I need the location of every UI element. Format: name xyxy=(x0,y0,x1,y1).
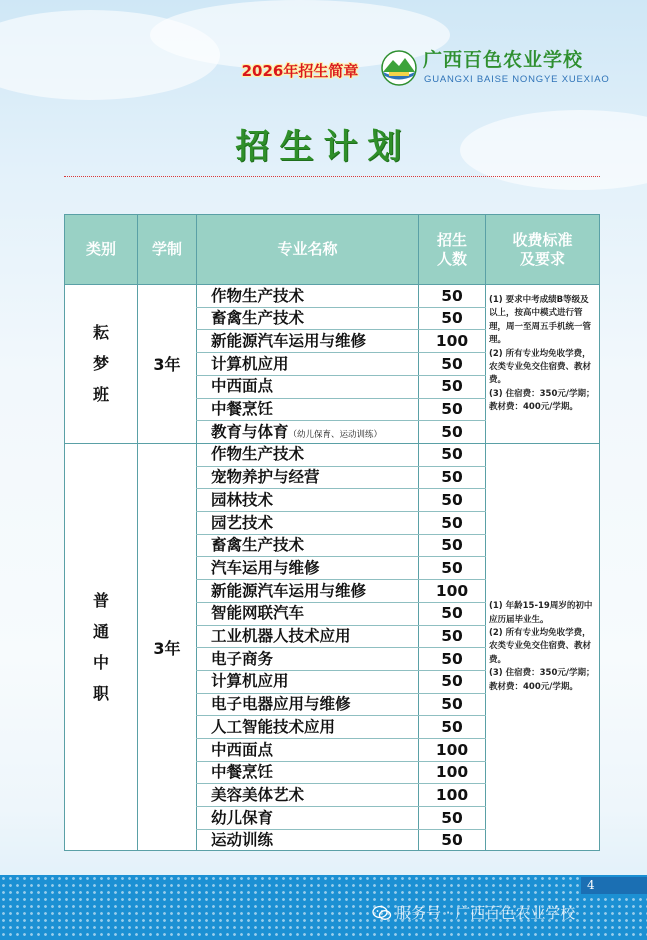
major-label: 畜禽生产技术 xyxy=(211,309,305,328)
major-name xyxy=(211,489,416,511)
requirement-item: (2) 所有专业均免收学费，农类专业免交住宿费、教材费。 xyxy=(489,628,592,665)
enrollment-count: 50 xyxy=(441,536,463,555)
major-label: 汽车运用与维修 xyxy=(211,558,320,577)
enrollment-count: 100 xyxy=(435,740,469,759)
enrollment-count: 50 xyxy=(441,400,463,418)
major-note: （幼儿保育、运动训练） xyxy=(288,429,383,440)
major-label: 宠物养护与经营 xyxy=(211,468,320,487)
major-label: 教育与体育 xyxy=(211,422,289,441)
major-name xyxy=(211,307,416,329)
major-name xyxy=(211,398,416,420)
enrollment-count: 50 xyxy=(441,468,463,487)
major-name xyxy=(211,807,416,829)
major-name xyxy=(211,670,416,692)
major-name xyxy=(211,716,416,738)
category-char: 中 xyxy=(92,653,109,673)
major-label: 中西面点 xyxy=(211,377,274,396)
major-name xyxy=(211,739,416,761)
school-name-cn: 广西百色农业学校 xyxy=(423,49,584,71)
major-name xyxy=(211,829,416,851)
category-char: 职 xyxy=(92,684,109,704)
major-name xyxy=(211,761,416,783)
header-line: 人数 xyxy=(436,249,467,268)
major-label: 园艺技术 xyxy=(211,513,274,532)
major-name xyxy=(211,353,416,375)
major-label: 作物生产技术 xyxy=(211,445,305,464)
major-label: 作物生产技术 xyxy=(211,286,305,305)
major-name xyxy=(211,512,416,534)
major-name xyxy=(211,534,416,556)
requirement-item: (1) 要求中考成绩B等级及以上，按高中模式进行管理，周一至周五手机统一管理。 xyxy=(489,295,592,346)
category-char: 梦 xyxy=(92,353,109,373)
fee-requirements xyxy=(489,284,595,443)
enrollment-table xyxy=(64,214,600,851)
enrollment-count: 100 xyxy=(435,581,469,600)
enrollment-count: 50 xyxy=(441,422,463,441)
enrollment-count: 100 xyxy=(435,763,469,782)
category-label xyxy=(65,284,137,443)
major-label: 幼儿保育 xyxy=(211,808,274,827)
enrollment-count: 50 xyxy=(441,354,463,373)
major-name xyxy=(211,285,416,307)
column-divider xyxy=(485,215,486,850)
major-name xyxy=(211,784,416,806)
major-label: 中餐烹饪 xyxy=(211,400,274,418)
requirement-item: (1) 年龄15-19周岁的初中应历届毕业生。 xyxy=(489,601,593,625)
major-label: 畜禽生产技术 xyxy=(211,536,305,555)
major-name xyxy=(211,648,416,670)
major-name xyxy=(211,443,416,465)
major-label: 智能网联汽车 xyxy=(211,604,305,623)
major-name xyxy=(211,330,416,352)
major-label: 运动训练 xyxy=(211,831,274,850)
enrollment-count: 50 xyxy=(441,286,463,305)
header-line: 及要求 xyxy=(519,249,565,268)
major-name xyxy=(211,375,416,397)
wechat-icon xyxy=(372,905,392,921)
major-name xyxy=(211,466,416,488)
enrollment-count: 50 xyxy=(441,831,463,850)
requirement-item: (3) 住宿费：350元/学期；教材费：400元/学期。 xyxy=(489,668,595,692)
page-number: 4 xyxy=(581,877,647,894)
category-char: 耘 xyxy=(92,322,109,342)
major-name xyxy=(211,580,416,602)
category-label xyxy=(65,443,137,852)
header-line: 招生 xyxy=(436,230,467,249)
requirement-item: (2) 所有专业均免收学费，农类专业免交住宿费、教材费。 xyxy=(489,348,592,386)
major-label: 美容美体艺术 xyxy=(211,785,305,804)
fee-requirements xyxy=(489,443,595,852)
enrollment-count: 50 xyxy=(441,604,463,623)
enrollment-count: 50 xyxy=(441,513,463,532)
table-header xyxy=(65,215,599,284)
duration-label: 3年 xyxy=(153,354,181,374)
brochure-title: 2026年招生简章 xyxy=(241,62,359,80)
major-label: 电子电器应用与维修 xyxy=(211,695,351,714)
enrollment-count: 50 xyxy=(441,695,463,714)
major-name xyxy=(211,693,416,715)
major-name xyxy=(211,557,416,579)
category-char: 班 xyxy=(92,384,109,404)
major-label: 新能源汽车运用与维修 xyxy=(211,331,367,350)
title-divider xyxy=(64,176,600,177)
enrollment-count: 50 xyxy=(441,808,463,827)
enrollment-count: 50 xyxy=(441,309,463,328)
school-logo-icon xyxy=(379,50,419,86)
wechat-account: 服务号 · 广西百色农业学校 xyxy=(396,904,576,922)
enrollment-count: 50 xyxy=(441,672,463,691)
duration-label: 3年 xyxy=(153,638,181,658)
enrollment-count: 50 xyxy=(441,649,463,668)
header-enrollment xyxy=(419,215,485,284)
page-title: 招生计划 xyxy=(235,127,412,167)
major-label: 中餐烹饪 xyxy=(211,763,274,782)
major-label: 人工智能技术应用 xyxy=(211,717,336,736)
enrollment-count: 100 xyxy=(435,331,469,350)
major-name xyxy=(211,421,416,443)
column-divider xyxy=(196,215,197,850)
enrollment-count: 50 xyxy=(441,627,463,645)
category-char: 通 xyxy=(92,622,109,642)
school-name-en: GUANGXI BAISE NONGYE XUEXIAO xyxy=(424,74,610,85)
header-fees xyxy=(486,215,599,284)
major-label: 中西面点 xyxy=(211,740,274,759)
major-label: 计算机应用 xyxy=(211,354,289,373)
enrollment-count: 50 xyxy=(441,377,463,396)
header-line: 收费标准 xyxy=(512,230,573,249)
major-name xyxy=(211,625,416,647)
enrollment-count: 50 xyxy=(441,490,463,509)
major-label: 新能源汽车运用与维修 xyxy=(211,581,367,600)
major-name xyxy=(211,602,416,624)
major-label: 计算机应用 xyxy=(211,672,289,691)
enrollment-count: 100 xyxy=(435,785,469,804)
major-label: 工业机器人技术应用 xyxy=(211,627,351,645)
header-duration: 学制 xyxy=(151,240,182,258)
category-char: 普 xyxy=(92,591,109,611)
enrollment-count: 50 xyxy=(441,717,463,736)
enrollment-count: 50 xyxy=(441,558,463,577)
enrollment-count: 50 xyxy=(441,445,463,464)
major-label: 电子商务 xyxy=(211,649,274,668)
requirement-item: (3) 住宿费：350元/学期；教材费：400元/学期。 xyxy=(489,388,595,413)
header-category: 类别 xyxy=(85,240,116,258)
major-label: 园林技术 xyxy=(211,490,274,509)
header-major: 专业名称 xyxy=(277,240,338,258)
